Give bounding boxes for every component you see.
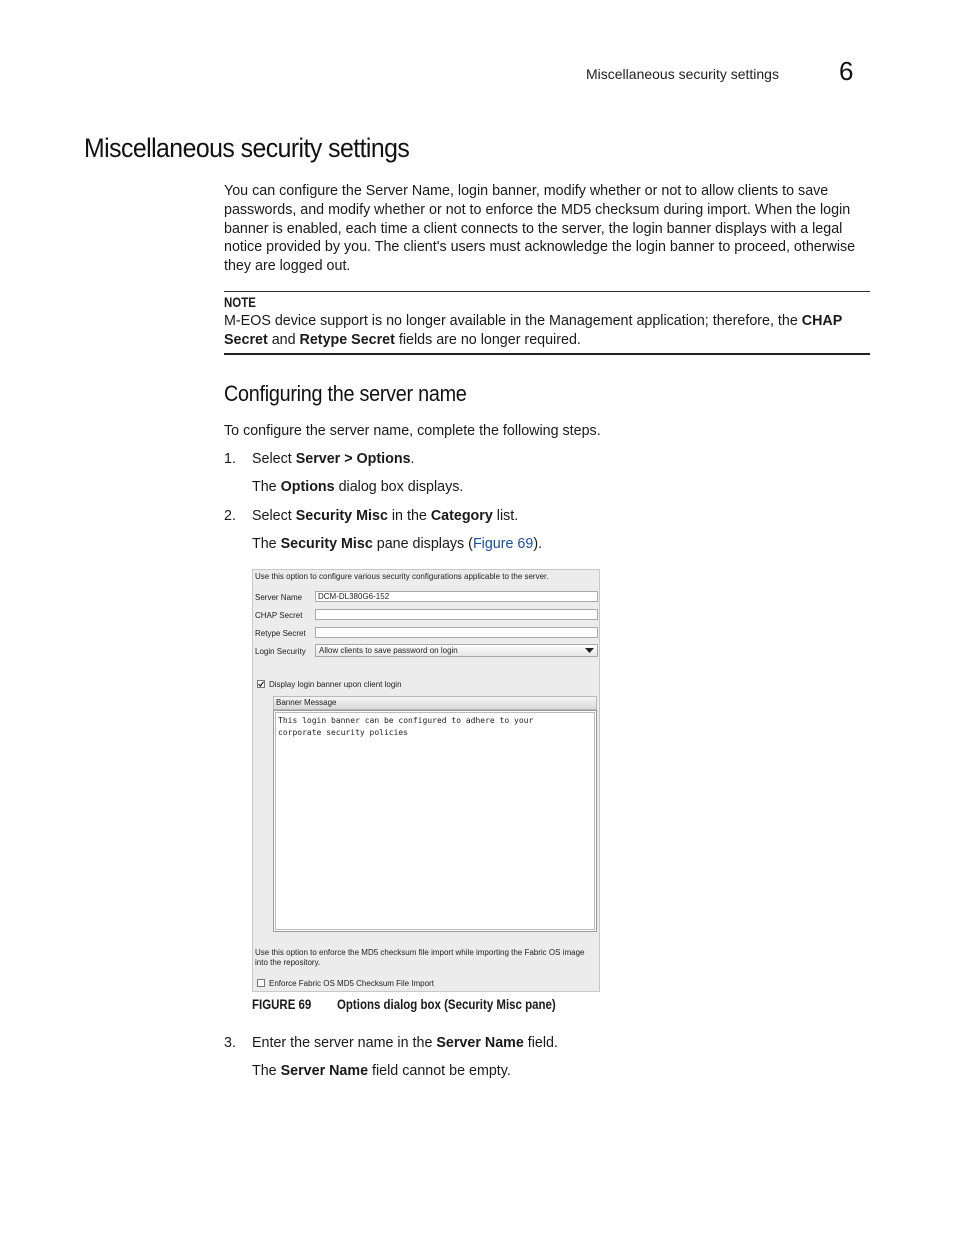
- step-text-pre: Enter the server name in the: [252, 1035, 437, 1051]
- step-result-post: field cannot be empty.: [368, 1063, 511, 1079]
- note-text-mid: and: [267, 332, 300, 348]
- step-number: 3.: [224, 1035, 236, 1051]
- banner-message-textarea[interactable]: [273, 710, 597, 932]
- step-text-pre: Select: [252, 508, 296, 524]
- step-result-pre: The: [252, 479, 281, 495]
- dialog-intro: Use this option to configure various security configurations applicable to the server.: [255, 572, 549, 581]
- banner-checkbox-label: Display login banner upon client login: [269, 680, 402, 689]
- figure-caption: Options dialog box (Security Misc pane): [337, 997, 556, 1012]
- step-result-bold: Security Misc: [280, 536, 373, 552]
- server-name-label: Server Name: [255, 593, 303, 602]
- step-result-pre: The: [252, 1063, 281, 1079]
- step-bold-category: Category: [430, 508, 493, 524]
- login-security-value: Allow clients to save password on login: [319, 646, 458, 655]
- md5-checkbox[interactable]: [257, 979, 265, 987]
- step-result-post: ).: [533, 536, 543, 552]
- banner-checkbox[interactable]: [257, 680, 265, 688]
- step-text: [252, 508, 518, 524]
- figure-label: FIGURE 69: [252, 997, 312, 1012]
- step-result-pre: The: [252, 536, 281, 552]
- retype-secret-label: Retype Secret: [255, 629, 306, 638]
- login-security-select[interactable]: [315, 644, 598, 657]
- step-bold: Security Misc: [295, 508, 388, 524]
- note-bold-chap: CHAP Secret: [224, 313, 843, 348]
- options-dialog-screenshot: [252, 569, 600, 992]
- step-result: [252, 1063, 511, 1079]
- chevron-down-icon: [585, 648, 594, 653]
- note-text-after: fields are no longer required.: [394, 332, 581, 348]
- step-text: [252, 451, 415, 467]
- step-bold: Server Name: [436, 1035, 524, 1051]
- banner-message-header: Banner Message: [273, 696, 597, 710]
- note-top-rule: [224, 291, 870, 292]
- md5-checkbox-label: Enforce Fabric OS MD5 Checksum File Import: [269, 979, 434, 988]
- note-text: [224, 312, 870, 350]
- banner-message-text: This login banner can be configured to adhere to your corporate security policies: [275, 712, 595, 930]
- login-security-label: Login Security: [255, 647, 306, 656]
- step-result-mid: pane displays (: [372, 536, 473, 552]
- step-number: 2.: [224, 508, 236, 524]
- step-text-post: .: [410, 451, 415, 467]
- step-text-mid: in the: [387, 508, 431, 524]
- step-menu-path: Server > Options: [295, 451, 411, 467]
- md5-intro-line1: Use this option to enforce the MD5 checksum file import while importing the Fabric OS image: [255, 948, 585, 957]
- intro-paragraph: You can configure the Server Name, login banner, modify whether or not to allow clients to save passwords, and modify whether or not to enforce the MD5 checksum during import. When the login banner is enabled, each time a client connects to the server, the login banner displays with a legal notice provided by you. The client's users must acknowledge the login banner to proceed, otherwise they are logged out.: [224, 183, 856, 275]
- figure-link[interactable]: Figure 69: [472, 536, 534, 552]
- step-number: 1.: [224, 451, 236, 467]
- chapter-number: 6: [839, 56, 854, 86]
- note-bottom-rule: [224, 353, 870, 355]
- checkmark-icon: [258, 681, 264, 687]
- retype-secret-field[interactable]: [315, 627, 598, 638]
- step-text: [252, 1035, 558, 1051]
- step-text-post: field.: [523, 1035, 558, 1051]
- server-name-field[interactable]: DCM-DL380G6-152: [315, 591, 598, 602]
- running-header-title: Miscellaneous security settings: [586, 66, 779, 82]
- page-title: Miscellaneous security settings: [84, 133, 410, 163]
- step-result-bold: Options: [280, 479, 335, 495]
- step-text-post: list.: [492, 508, 519, 524]
- step-result: [252, 536, 542, 552]
- chap-secret-label: CHAP Secret: [255, 611, 303, 620]
- section-heading: Configuring the server name: [224, 381, 467, 406]
- step-result: [252, 479, 463, 495]
- md5-intro-line2: into the repository.: [255, 958, 321, 967]
- step-result-bold: Server Name: [280, 1063, 369, 1079]
- note-label: NOTE: [224, 295, 256, 310]
- note-text-before: M-EOS device support is no longer available in the Management application; therefore, the: [224, 313, 802, 329]
- step-text-pre: Select: [252, 451, 296, 467]
- step-result-post: dialog box displays.: [334, 479, 464, 495]
- note-bold-retype: Retype Secret: [299, 332, 395, 348]
- chap-secret-field[interactable]: [315, 609, 598, 620]
- steps-intro: To configure the server name, complete the following steps.: [224, 423, 601, 439]
